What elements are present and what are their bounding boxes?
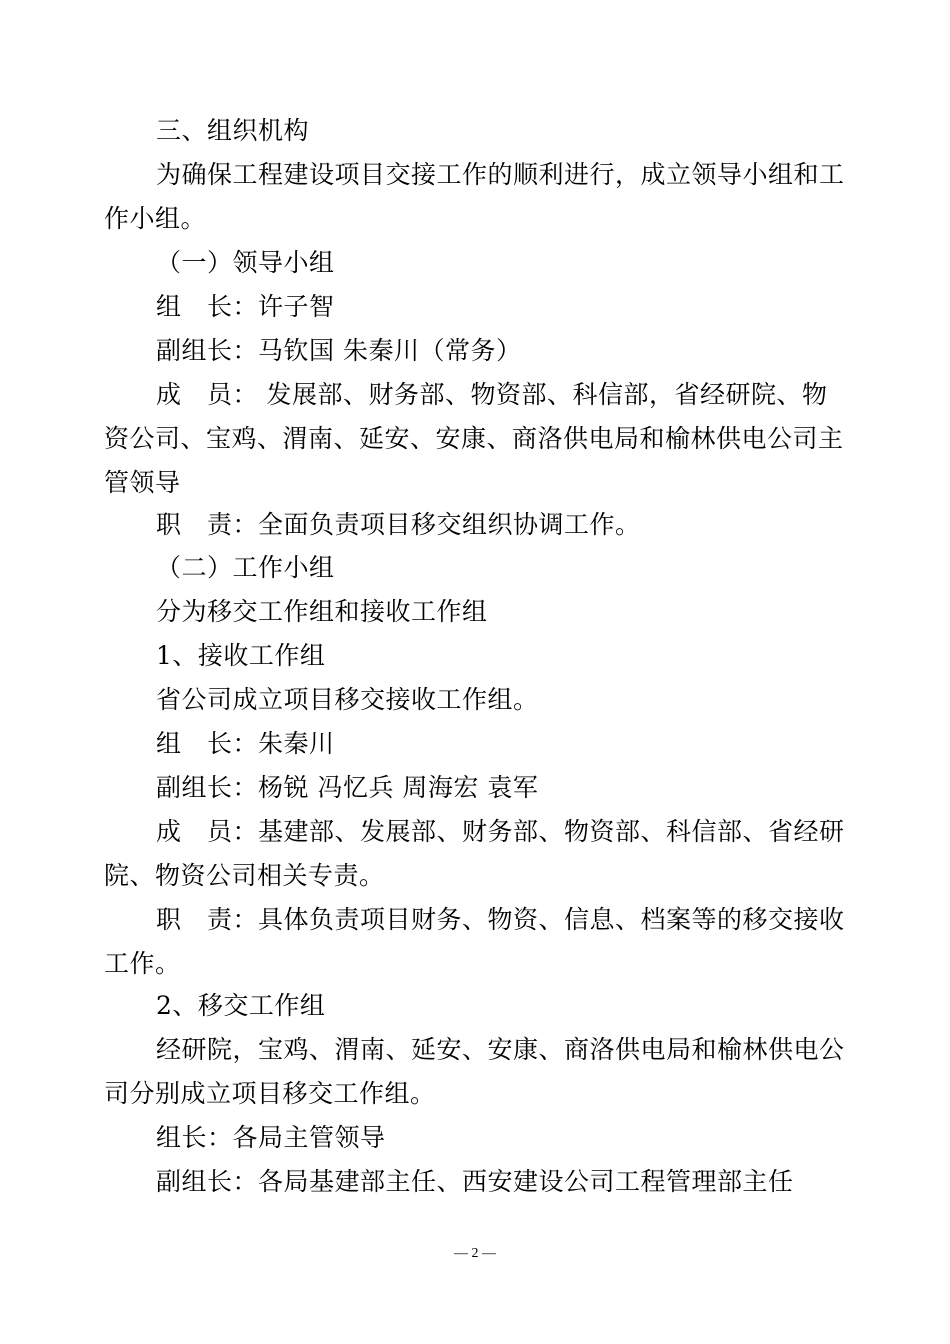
paragraph-line: 组 长：朱秦川: [156, 729, 335, 758]
paragraph-line: 成 员： 发展部、财务部、物资部、科信部，省经研院、物: [156, 380, 828, 409]
paragraph-line: 职 责：具体负责项目财务、物资、信息、档案等的移交接收: [156, 905, 845, 934]
paragraph-line: 成 员：基建部、发展部、财务部、物资部、科信部、省经研: [156, 817, 845, 846]
paragraph-line: 职 责：全面负责项目移交组织协调工作。: [156, 510, 641, 539]
page-number: — 2 —: [454, 1246, 496, 1261]
paragraph-line: 经研院，宝鸡、渭南、延安、安康、商洛供电局和榆林供电公: [156, 1035, 845, 1064]
paragraph-line: 副组长：马钦国 朱秦川（常务）: [156, 336, 522, 365]
paragraph-line: 组 长：许子智: [156, 292, 335, 321]
paragraph-line: 作小组。: [104, 204, 207, 233]
subsection-heading: （一）领导小组: [156, 248, 335, 277]
paragraph-line: 组长：各局主管领导: [156, 1123, 386, 1152]
paragraph-line: 院、物资公司相关专责。: [104, 861, 385, 890]
paragraph-line: 司分别成立项目移交工作组。: [104, 1079, 436, 1108]
section-heading: 三、组织机构: [156, 116, 310, 145]
paragraph-line: 资公司、宝鸡、渭南、延安、安康、商洛供电局和榆林供电公司主: [104, 424, 844, 453]
paragraph-line: 工作。: [104, 949, 181, 978]
subsection-heading: 1、接收工作组: [156, 641, 326, 670]
paragraph-line: 分为移交工作组和接收工作组: [156, 597, 488, 626]
paragraph-line: 管领导: [104, 468, 181, 497]
paragraph-line: 为确保工程建设项目交接工作的顺利进行，成立领导小组和工: [156, 160, 845, 189]
paragraph-line: 副组长：杨锐 冯忆兵 周海宏 袁军: [156, 773, 539, 802]
subsection-heading: （二）工作小组: [156, 553, 335, 582]
subsection-heading: 2、移交工作组: [156, 991, 326, 1020]
paragraph-line: 省公司成立项目移交接收工作组。: [156, 685, 539, 714]
paragraph-line: 副组长：各局基建部主任、西安建设公司工程管理部主任: [156, 1167, 794, 1196]
